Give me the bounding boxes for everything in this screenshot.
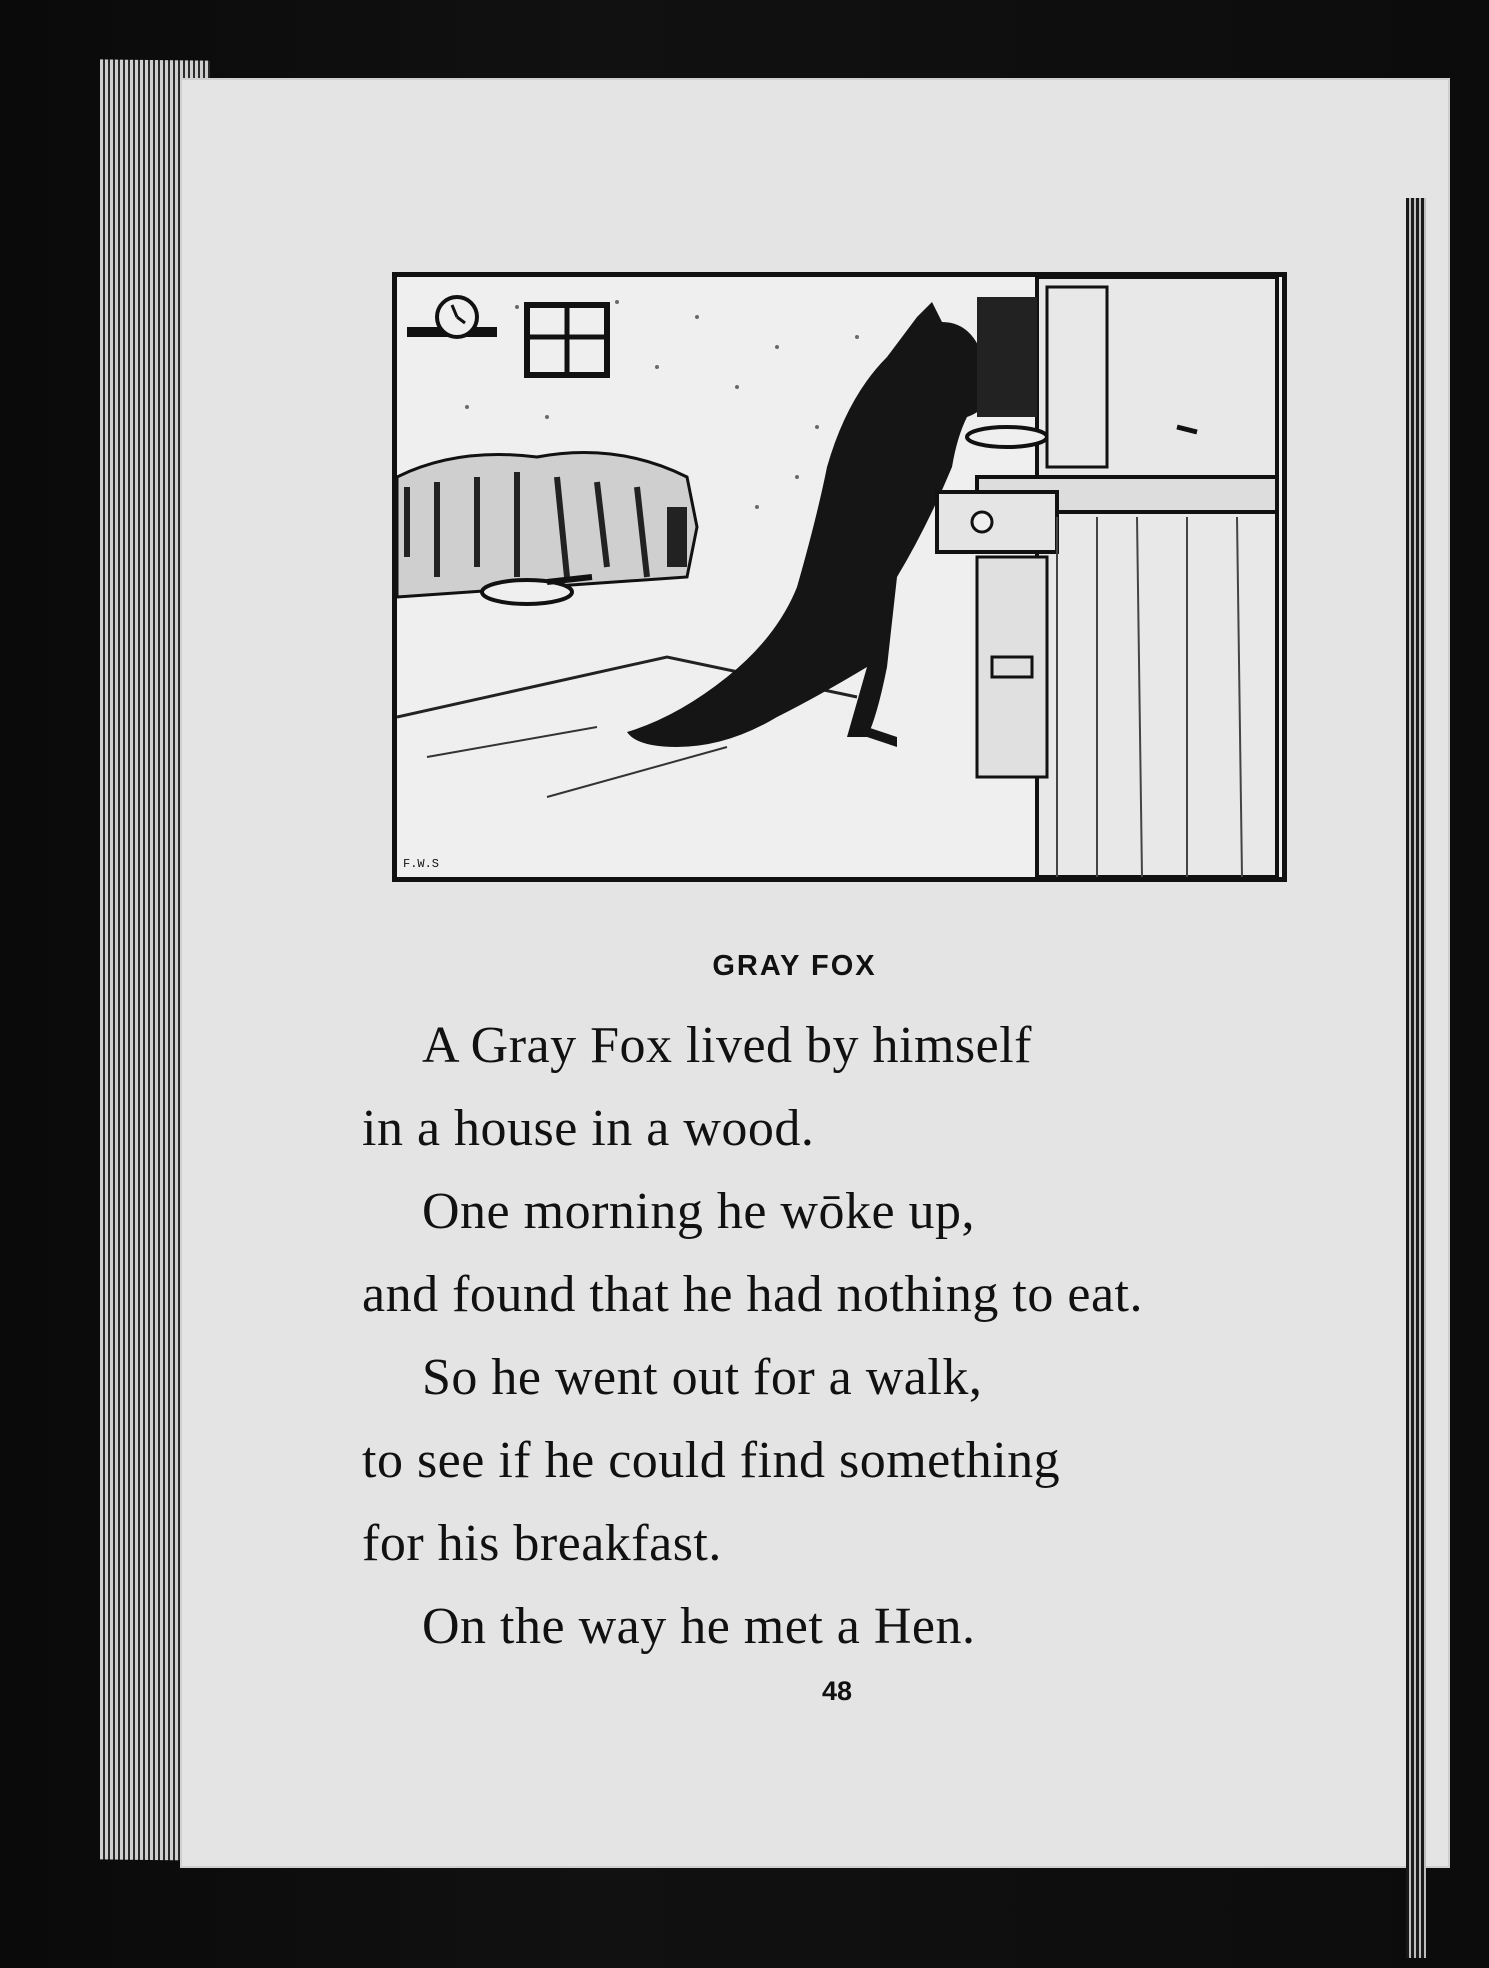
illustrator-signature: F.W.S (403, 857, 440, 871)
story-line: One morning he wōke up, (422, 1183, 976, 1240)
story-line: for his breakfast. (362, 1515, 722, 1572)
story-line: in a house in a wood. (362, 1100, 815, 1157)
page-number: 48 (821, 1676, 853, 1706)
fox-illustration (392, 272, 1287, 882)
story-line: So he went out for a walk, (422, 1349, 983, 1406)
story-line: A Gray Fox lived by himself (422, 1017, 1033, 1074)
story-line: to see if he could find something (362, 1432, 1061, 1489)
story-line: and found that he had nothing to eat. (362, 1266, 1143, 1323)
story-line: On the way he met a Hen. (422, 1598, 976, 1655)
story-title: GRAY FOX (712, 950, 877, 982)
story-text (362, 1004, 1362, 1668)
